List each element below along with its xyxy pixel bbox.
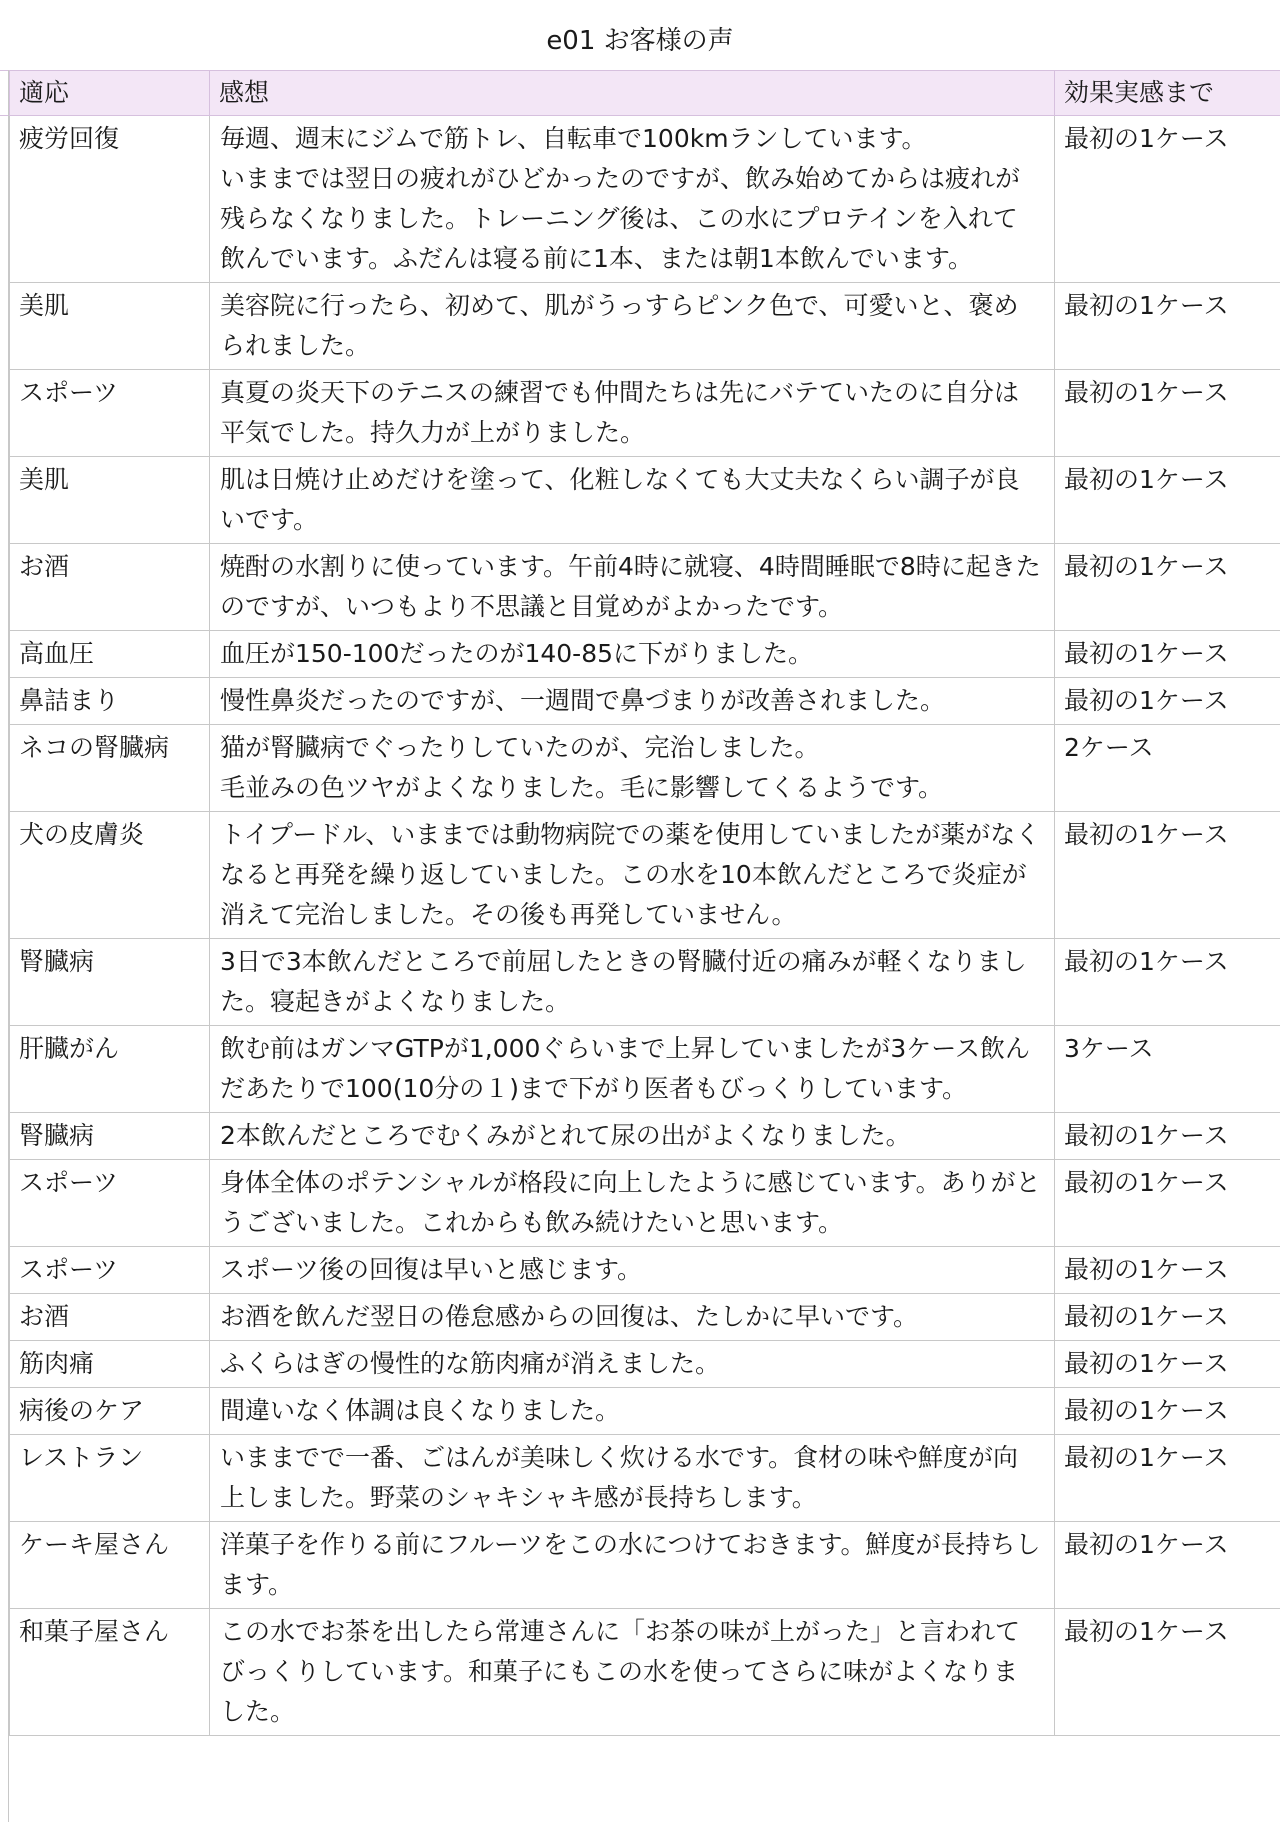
cell-category: 鼻詰まり xyxy=(10,678,210,725)
cell-category: 病後のケア xyxy=(10,1388,210,1435)
table-row xyxy=(10,812,1280,939)
cell-effect: 最初の1ケース xyxy=(1055,1609,1280,1736)
cell-effect: 3ケース xyxy=(1055,1026,1280,1113)
cell-category: 肝臓がん xyxy=(10,1026,210,1113)
cell-category: レストラン xyxy=(10,1435,210,1522)
cell-category: 疲労回復 xyxy=(10,116,210,283)
cell-category: スポーツ xyxy=(10,1160,210,1247)
cell-effect: 最初の1ケース xyxy=(1055,1160,1280,1247)
cell-category: 高血圧 xyxy=(10,631,210,678)
table-row xyxy=(10,1522,1280,1609)
table-row xyxy=(10,1435,1280,1522)
cell-effect: 2ケース xyxy=(1055,725,1280,812)
header-band-edge xyxy=(0,70,8,116)
table-left-margin xyxy=(0,70,9,1822)
table-row xyxy=(10,1113,1280,1160)
table-row xyxy=(10,1026,1280,1113)
cell-category: ケーキ屋さん xyxy=(10,1522,210,1609)
cell-comment: トイプードル、いままでは動物病院での薬を使用していましたが薬がなくなると再発を繰り返していました。この水を10本飲んだところで炎症が消えて完治しました。その後も再発していません。 xyxy=(210,812,1055,939)
cell-effect: 最初の1ケース xyxy=(1055,1294,1280,1341)
cell-comment: 焼酎の水割りに使っています。午前4時に就寝、4時間睡眠で8時に起きたのですが、いつもより不思議と目覚めがよかったです。 xyxy=(210,544,1055,631)
cell-effect: 最初の1ケース xyxy=(1055,1247,1280,1294)
table-row xyxy=(10,116,1280,283)
cell-category: 美肌 xyxy=(10,457,210,544)
table-row xyxy=(10,457,1280,544)
table-row xyxy=(10,1609,1280,1736)
table-row xyxy=(10,1160,1280,1247)
cell-effect: 最初の1ケース xyxy=(1055,631,1280,678)
customer-voices-table xyxy=(9,70,1280,1736)
table-row xyxy=(10,1294,1280,1341)
cell-comment: 猫が腎臓病でぐったりしていたのが、完治しました。 毛並みの色ツヤがよくなりました。毛に影響してくるようです。 xyxy=(210,725,1055,812)
cell-effect: 最初の1ケース xyxy=(1055,939,1280,1026)
cell-effect: 最初の1ケース xyxy=(1055,283,1280,370)
table-row xyxy=(10,1247,1280,1294)
cell-effect: 最初の1ケース xyxy=(1055,116,1280,283)
header-effect: 効果実感まで xyxy=(1055,71,1280,116)
cell-comment: お酒を飲んだ翌日の倦怠感からの回復は、たしかに早いです。 xyxy=(210,1294,1055,1341)
cell-comment: 肌は日焼け止めだけを塗って、化粧しなくても大丈夫なくらい調子が良いです。 xyxy=(210,457,1055,544)
cell-category: ネコの腎臓病 xyxy=(10,725,210,812)
cell-category: 腎臓病 xyxy=(10,939,210,1026)
cell-category: スポーツ xyxy=(10,370,210,457)
cell-comment: スポーツ後の回復は早いと感じます。 xyxy=(210,1247,1055,1294)
page-title: e01 お客様の声 xyxy=(546,26,734,56)
cell-effect: 最初の1ケース xyxy=(1055,1113,1280,1160)
cell-comment: 血圧が150-100だったのが140-85に下がりました。 xyxy=(210,631,1055,678)
cell-comment: 洋菓子を作りる前にフルーツをこの水につけておきます。鮮度が長持ちします。 xyxy=(210,1522,1055,1609)
cell-comment: 毎週、週末にジムで筋トレ、自転車で100kmランしています。 いままでは翌日の疲れがひどかったのですが、飲み始めてからは疲れが残らなくなりました。トレーニング後は、この水にプロテインを入れて飲んでいます。ふだんは寝る前に1本、または朝1本飲んでいます。 xyxy=(210,116,1055,283)
cell-comment: 2本飲んだところでむくみがとれて尿の出がよくなりました。 xyxy=(210,1113,1055,1160)
table-row xyxy=(10,544,1280,631)
cell-comment: 身体全体のポテンシャルが格段に向上したように感じています。ありがとうございました。これからも飲み続けたいと思います。 xyxy=(210,1160,1055,1247)
cell-effect: 最初の1ケース xyxy=(1055,457,1280,544)
header-comment: 感想 xyxy=(210,71,1055,116)
cell-effect: 最初の1ケース xyxy=(1055,544,1280,631)
cell-comment: いままでで一番、ごはんが美味しく炊ける水です。食材の味や鮮度が向上しました。野菜のシャキシャキ感が長持ちします。 xyxy=(210,1435,1055,1522)
cell-comment: この水でお茶を出したら常連さんに「お茶の味が上がった」と言われてびっくりしています。和菓子にもこの水を使ってさらに味がよくなりました。 xyxy=(210,1609,1055,1736)
table-row xyxy=(10,370,1280,457)
cell-effect: 最初の1ケース xyxy=(1055,812,1280,939)
table-row xyxy=(10,939,1280,1026)
table-row xyxy=(10,678,1280,725)
cell-comment: 美容院に行ったら、初めて、肌がうっすらピンク色で、可愛いと、褒められました。 xyxy=(210,283,1055,370)
cell-effect: 最初の1ケース xyxy=(1055,1435,1280,1522)
table-row xyxy=(10,283,1280,370)
table-row xyxy=(10,725,1280,812)
cell-category: 美肌 xyxy=(10,283,210,370)
cell-category: スポーツ xyxy=(10,1247,210,1294)
cell-comment: 飲む前はガンマGTPが1,000ぐらいまで上昇していましたが3ケース飲んだあたりで100(10分の１)まで下がり医者もびっくりしています。 xyxy=(210,1026,1055,1113)
cell-effect: 最初の1ケース xyxy=(1055,1388,1280,1435)
table-header-row xyxy=(10,71,1280,116)
cell-category: 筋肉痛 xyxy=(10,1341,210,1388)
cell-comment: ふくらはぎの慢性的な筋肉痛が消えました。 xyxy=(210,1341,1055,1388)
cell-category: 和菓子屋さん xyxy=(10,1609,210,1736)
table-row xyxy=(10,631,1280,678)
cell-category: 腎臓病 xyxy=(10,1113,210,1160)
cell-comment: 慢性鼻炎だったのですが、一週間で鼻づまりが改善されました。 xyxy=(210,678,1055,725)
cell-effect: 最初の1ケース xyxy=(1055,1522,1280,1609)
cell-effect: 最初の1ケース xyxy=(1055,370,1280,457)
cell-effect: 最初の1ケース xyxy=(1055,1341,1280,1388)
table-row xyxy=(10,1341,1280,1388)
cell-category: 犬の皮膚炎 xyxy=(10,812,210,939)
table-row xyxy=(10,1388,1280,1435)
cell-comment: 真夏の炎天下のテニスの練習でも仲間たちは先にバテていたのに自分は平気でした。持久力が上がりました。 xyxy=(210,370,1055,457)
cell-effect: 最初の1ケース xyxy=(1055,678,1280,725)
header-category: 適応 xyxy=(10,71,210,116)
cell-comment: 間違いなく体調は良くなりました。 xyxy=(210,1388,1055,1435)
cell-comment: 3日で3本飲んだところで前屈したときの腎臓付近の痛みが軽くなりました。寝起きがよくなりました。 xyxy=(210,939,1055,1026)
cell-category: お酒 xyxy=(10,1294,210,1341)
cell-category: お酒 xyxy=(10,544,210,631)
